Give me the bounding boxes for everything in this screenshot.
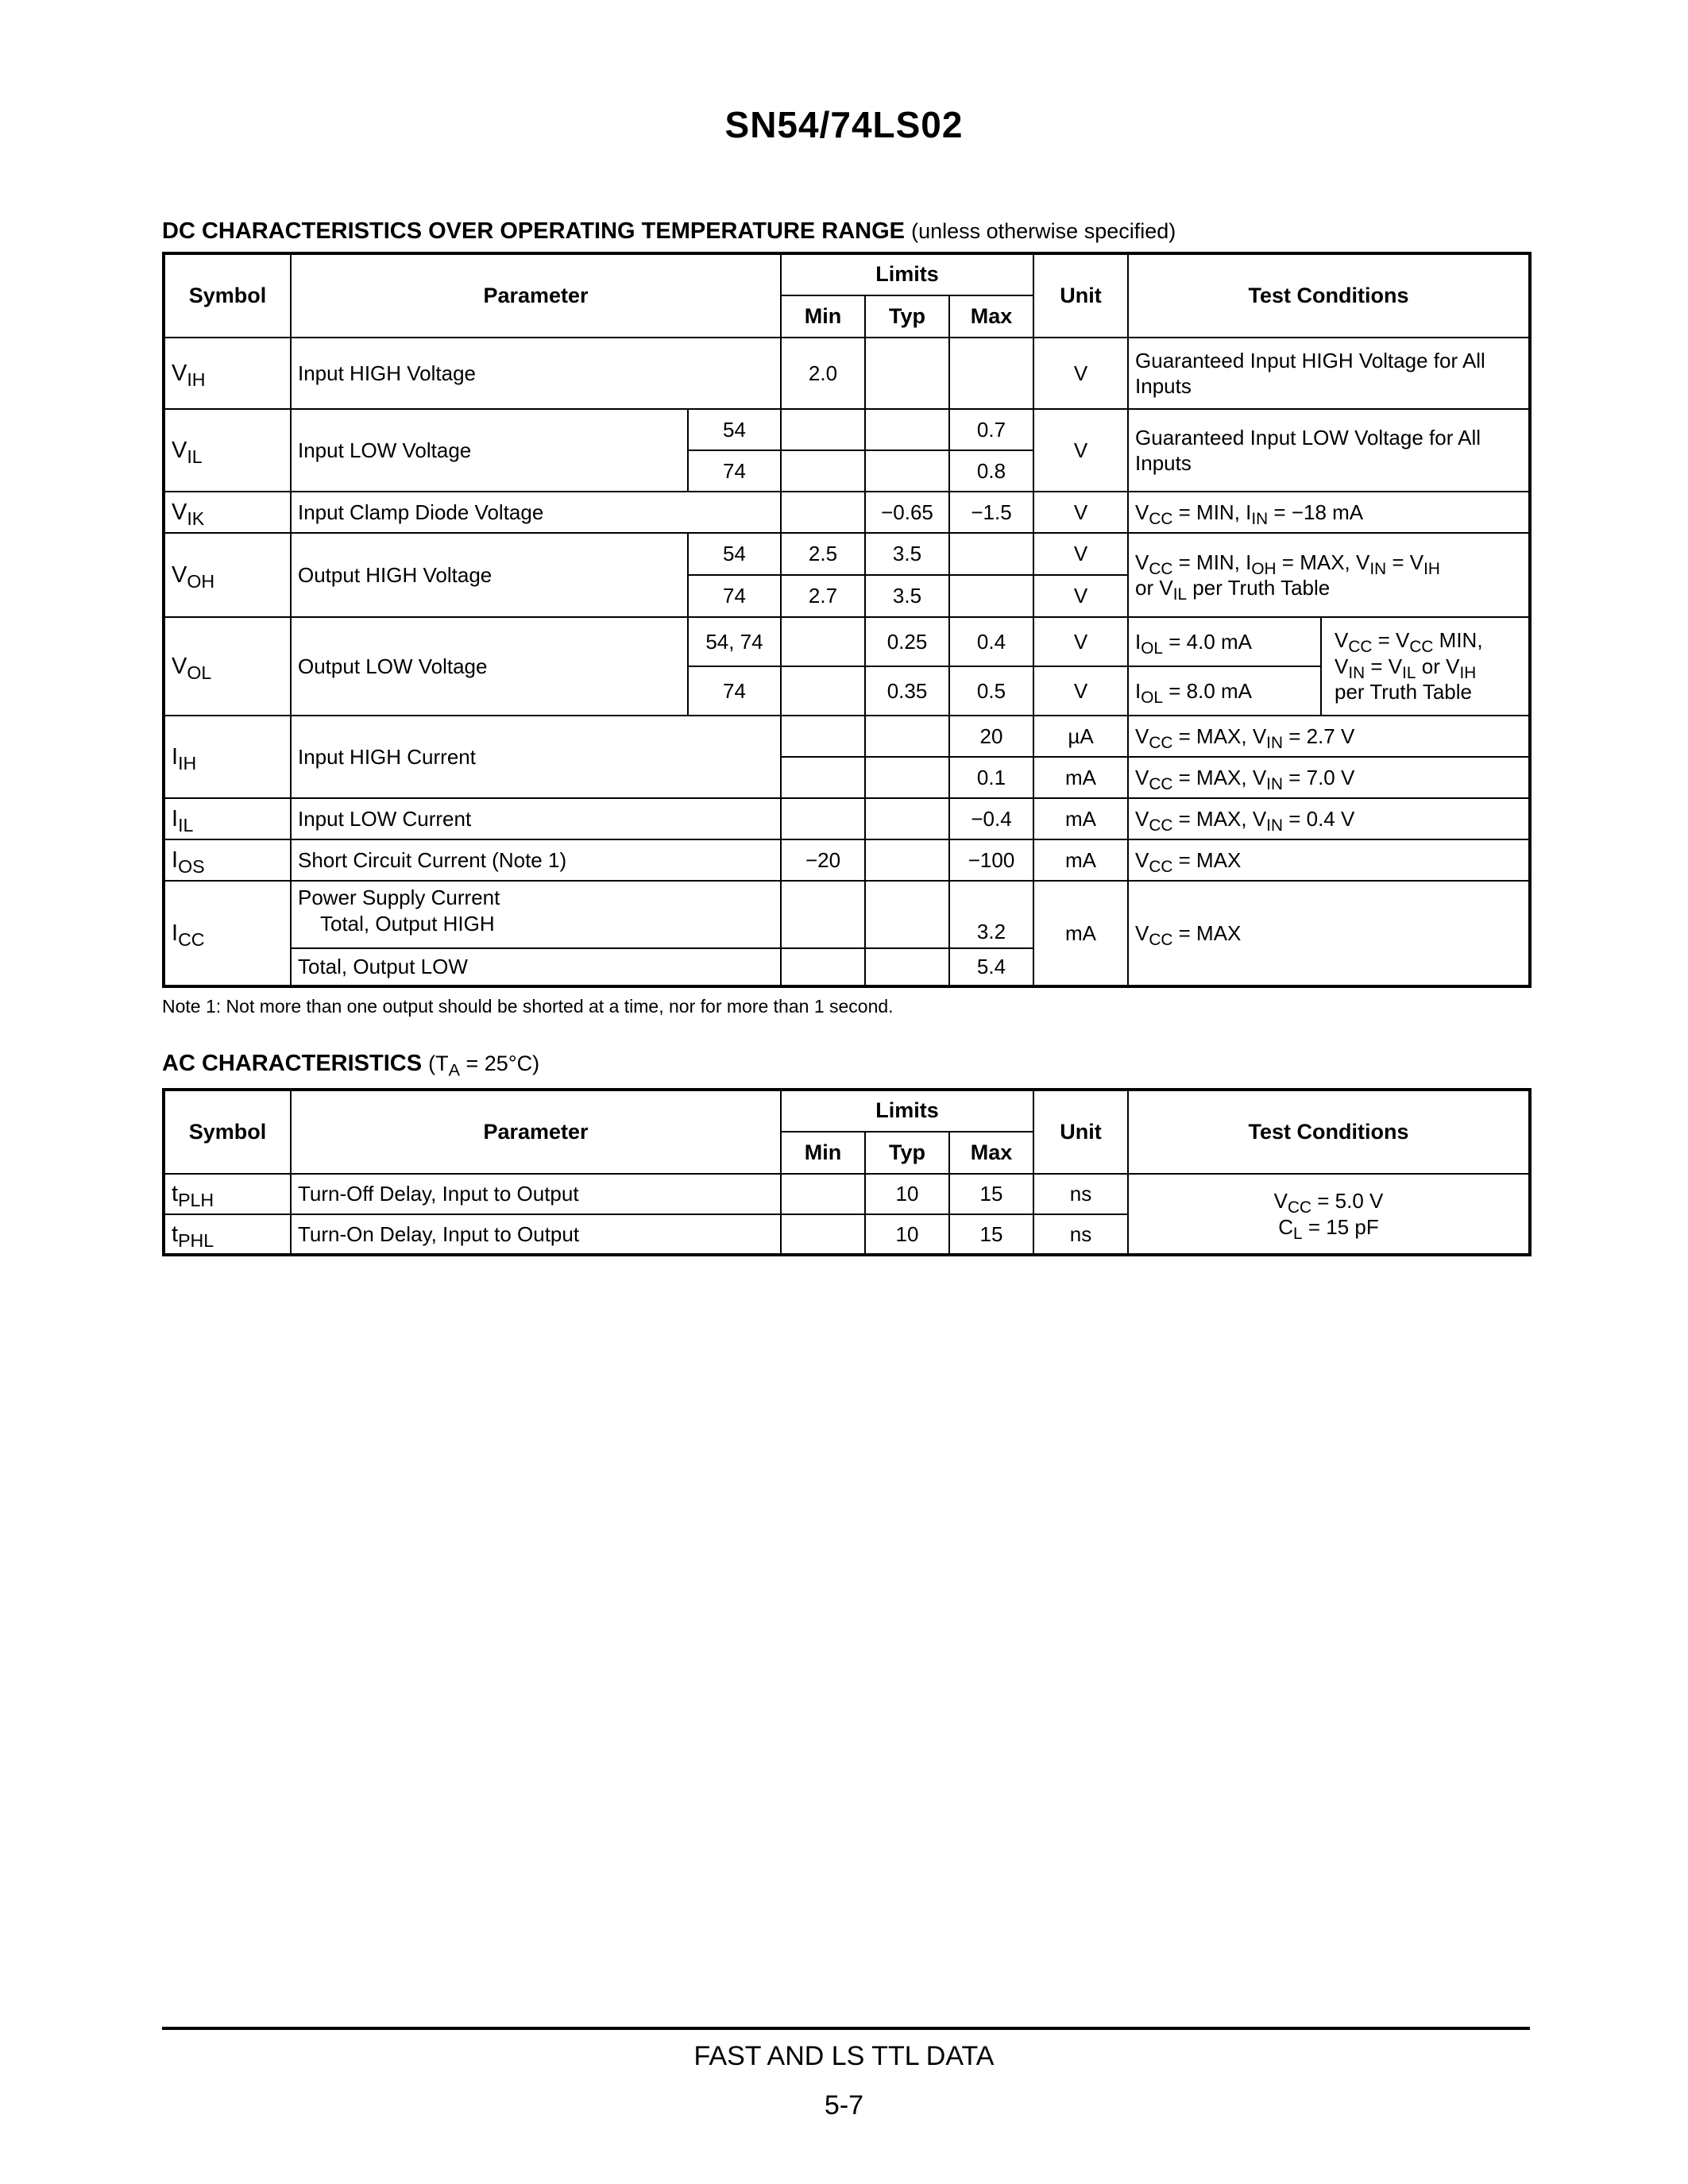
page-number: 5-7 — [824, 2090, 864, 2120]
max-cell: −1.5 — [949, 492, 1033, 533]
device-cell: 74 — [688, 666, 781, 716]
min-cell — [781, 1214, 865, 1255]
table-row — [164, 409, 1530, 450]
test-condition-cell: $V_{CC}$ = MAX, $V_{IN} = 0.4$ V — [1128, 798, 1530, 839]
unit-cell: V — [1033, 533, 1128, 575]
icc-param-high: Total, Output HIGH — [320, 911, 495, 936]
dc-heading-title: DC CHARACTERISTICS OVER OPERATING TEMPERATURE RANGE — [162, 218, 906, 244]
parameter-cell: Short Circuit Current (Note 1) — [291, 839, 781, 881]
symbol-cell: $V_{OH}$ — [164, 533, 291, 617]
ac-heading-sub: $(T_A = 25^\circ C)$ — [428, 1051, 540, 1080]
unit-cell: V — [1033, 338, 1128, 409]
parameter-cell: Output HIGH Voltage — [291, 533, 688, 617]
test-condition-cell: $V_{CC}$ = MIN, $I_{OH}$ = MAX, $V_{IN} = V_{IH}$ or $V_{IL}$ per Truth Table — [1128, 533, 1530, 617]
symbol-cell: $V_{OL}$ — [164, 617, 291, 716]
ac-header-test-conditions: Test Conditions — [1128, 1090, 1530, 1174]
min-cell — [781, 617, 865, 666]
unit-cell: V — [1033, 617, 1128, 666]
dc-header-parameter: Parameter — [291, 253, 781, 338]
parameter-cell: Input LOW Current — [291, 798, 781, 839]
test-condition-cell: Guaranteed Input HIGH Voltage for All Inputs — [1128, 338, 1530, 409]
unit-cell: mA — [1033, 881, 1128, 986]
parameter-cell: Input HIGH Voltage — [291, 338, 781, 409]
symbol-cell: $I_{IH}$ — [164, 716, 291, 798]
device-cell: 54 — [688, 533, 781, 575]
max-cell: 3.2 — [949, 881, 1033, 948]
table-row — [164, 533, 1530, 575]
dc-characteristics-table — [162, 252, 1532, 988]
symbol-cell: $V_{IH}$ — [164, 338, 291, 409]
table-row — [164, 839, 1530, 881]
min-cell — [781, 798, 865, 839]
table-row — [164, 492, 1530, 533]
unit-cell: V — [1033, 492, 1128, 533]
table-row — [164, 1174, 1530, 1214]
typ-cell — [865, 409, 949, 450]
min-cell: 2.7 — [781, 575, 865, 617]
test-condition-cell: $V_{CC}$ = MIN, $I_{IN} = -18$ mA — [1128, 492, 1530, 533]
max-cell: 5.4 — [949, 948, 1033, 986]
test-condition-cell: $V_{CC}$ = MAX — [1128, 839, 1530, 881]
min-cell — [781, 757, 865, 798]
max-cell — [949, 338, 1033, 409]
symbol-cell: $I_{IL}$ — [164, 798, 291, 839]
dc-header-min: Min — [781, 295, 865, 338]
ac-heading-title: AC CHARACTERISTICS — [162, 1051, 423, 1076]
max-cell — [949, 533, 1033, 575]
min-cell: 2.0 — [781, 338, 865, 409]
test-condition-cell: $V_{CC}$ = MAX, $V_{IN} = 2.7$ V — [1128, 716, 1530, 757]
symbol-cell: $I_{CC}$ — [164, 881, 291, 986]
unit-cell: mA — [1033, 798, 1128, 839]
min-cell — [781, 881, 865, 948]
min-cell: 2.5 — [781, 533, 865, 575]
test-condition-shared-cell: $V_{CC} = V_{CC}$ MIN, $V_{IN} = V_{IL}$ or $V_{IH}$ per Truth Table — [1321, 617, 1530, 716]
typ-cell: 0.35 — [865, 666, 949, 716]
device-cell: 74 — [688, 450, 781, 492]
dc-heading-sub: (unless otherwise specified) — [911, 219, 1176, 243]
typ-cell — [865, 450, 949, 492]
typ-cell: 3.5 — [865, 575, 949, 617]
test-condition-cell: Guaranteed Input LOW Voltage for All Inputs — [1128, 409, 1530, 492]
min-cell — [781, 716, 865, 757]
ac-header-symbol: Symbol — [164, 1090, 291, 1174]
table-row — [164, 881, 1530, 948]
ac-header-parameter: Parameter — [291, 1090, 781, 1174]
unit-cell: ns — [1033, 1214, 1128, 1255]
icc-param-low: Total, Output LOW — [291, 948, 781, 986]
test-condition-cell: $V_{CC} = 5.0$ V $C_L = 15$ pF — [1128, 1174, 1530, 1255]
ac-header-typ: Typ — [865, 1132, 949, 1174]
min-cell — [781, 948, 865, 986]
typ-cell — [865, 881, 949, 948]
unit-cell: ns — [1033, 1174, 1128, 1214]
device-cell: 54 — [688, 409, 781, 450]
max-cell: 20 — [949, 716, 1033, 757]
dc-header-typ: Typ — [865, 295, 949, 338]
min-cell — [781, 666, 865, 716]
table-row — [164, 716, 1530, 757]
footer-title: FAST AND LS TTL DATA — [693, 2041, 995, 2071]
symbol-cell: $V_{IL}$ — [164, 409, 291, 492]
min-cell — [781, 492, 865, 533]
dc-note: Note 1: Not more than one output should be shorted at a time, nor for more than 1 second. — [162, 996, 894, 1017]
max-cell: 15 — [949, 1174, 1033, 1214]
min-cell — [781, 1174, 865, 1214]
parameter-cell: Turn-Off Delay, Input to Output — [291, 1174, 781, 1214]
footer-divider — [162, 2027, 1530, 2030]
table-row — [164, 338, 1530, 409]
test-condition-cell: $I_{OL} = 4.0$ mA — [1128, 617, 1321, 666]
typ-cell: 10 — [865, 1174, 949, 1214]
ac-header-limits: Limits — [781, 1090, 1033, 1132]
typ-cell — [865, 798, 949, 839]
max-cell: 0.8 — [949, 450, 1033, 492]
unit-cell: µA — [1033, 716, 1128, 757]
unit-cell: mA — [1033, 839, 1128, 881]
min-cell — [781, 450, 865, 492]
typ-cell: 10 — [865, 1214, 949, 1255]
ac-header-min: Min — [781, 1132, 865, 1174]
max-cell: 0.1 — [949, 757, 1033, 798]
typ-cell — [865, 338, 949, 409]
dc-header-unit: Unit — [1033, 253, 1128, 338]
dc-header-max: Max — [949, 295, 1033, 338]
ac-header-max: Max — [949, 1132, 1033, 1174]
test-condition-cell: $V_{CC}$ = MAX, $V_{IN} = 7.0$ V — [1128, 757, 1530, 798]
ac-header-unit: Unit — [1033, 1090, 1128, 1174]
typ-cell — [865, 757, 949, 798]
parameter-cell: Turn-On Delay, Input to Output — [291, 1214, 781, 1255]
unit-cell: V — [1033, 666, 1128, 716]
symbol-cell: $t_{PLH}$ — [164, 1174, 291, 1214]
typ-cell: 0.25 — [865, 617, 949, 666]
unit-cell: V — [1033, 409, 1128, 492]
symbol-cell: $I_{OS}$ — [164, 839, 291, 881]
icc-param-label: Power Supply Current — [298, 886, 500, 909]
max-cell: −100 — [949, 839, 1033, 881]
device-cell: 54, 74 — [688, 617, 781, 666]
parameter-cell: Output LOW Voltage — [291, 617, 688, 716]
typ-cell: −0.65 — [865, 492, 949, 533]
symbol-cell: $t_{PHL}$ — [164, 1214, 291, 1255]
unit-cell: mA — [1033, 757, 1128, 798]
symbol-cell: $V_{IK}$ — [164, 492, 291, 533]
parameter-cell: Input LOW Voltage — [291, 409, 688, 492]
max-cell: −0.4 — [949, 798, 1033, 839]
unit-cell: V — [1033, 575, 1128, 617]
max-cell — [949, 575, 1033, 617]
max-cell: 15 — [949, 1214, 1033, 1255]
parameter-cell — [291, 881, 781, 948]
ac-heading — [162, 1051, 540, 1080]
dc-header-symbol: Symbol — [164, 253, 291, 338]
typ-cell — [865, 948, 949, 986]
page-title: SN54/74LS02 — [724, 104, 964, 145]
device-cell: 74 — [688, 575, 781, 617]
dc-heading — [162, 218, 1176, 245]
test-condition-cell: $V_{CC}$ = MAX — [1128, 881, 1530, 986]
max-cell: 0.4 — [949, 617, 1033, 666]
max-cell: 0.7 — [949, 409, 1033, 450]
table-row — [164, 617, 1530, 666]
parameter-cell: Input HIGH Current — [291, 716, 781, 798]
dc-header-limits: Limits — [781, 253, 1033, 295]
parameter-cell: Input Clamp Diode Voltage — [291, 492, 781, 533]
table-row — [164, 798, 1530, 839]
typ-cell: 3.5 — [865, 533, 949, 575]
test-condition-cell: $I_{OL} = 8.0$ mA — [1128, 666, 1321, 716]
min-cell — [781, 409, 865, 450]
typ-cell — [865, 839, 949, 881]
ac-characteristics-table — [162, 1088, 1532, 1256]
typ-cell — [865, 716, 949, 757]
min-cell: −20 — [781, 839, 865, 881]
max-cell: 0.5 — [949, 666, 1033, 716]
dc-header-test-conditions: Test Conditions — [1128, 253, 1530, 338]
